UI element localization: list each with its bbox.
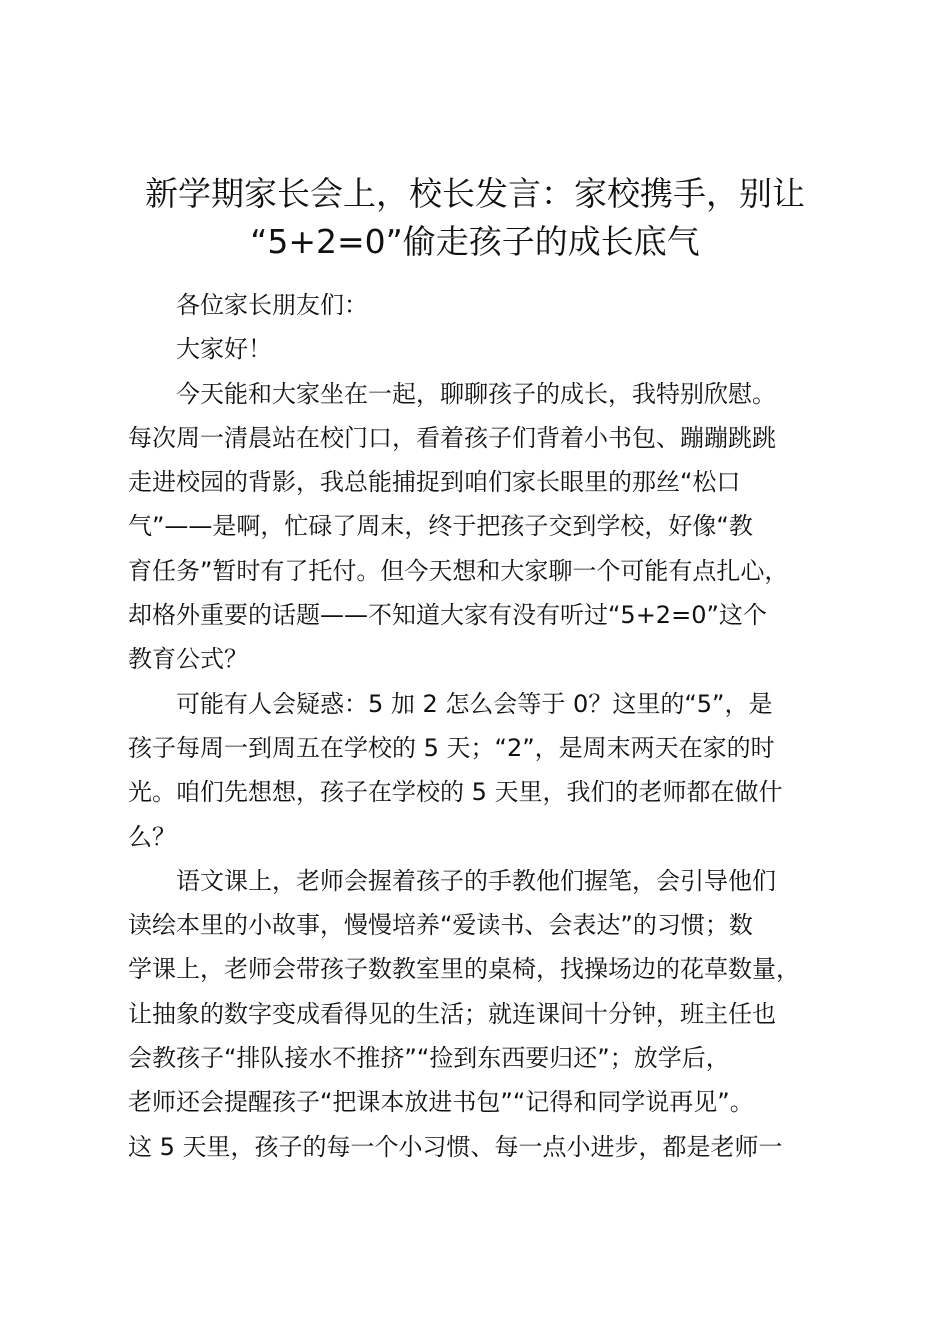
paragraph-3-line: 让抽象的数字变成看得见的生活；就连课间十分钟，班主任也 xyxy=(128,999,776,1028)
paragraph-3-line: 读绘本里的小故事，慢慢培养“爱读书、会表达”的习惯；数 xyxy=(128,911,753,940)
paragraph-1-line: 气”——是啊，忙碌了周末，终于把孩子交到学校，好像“教 xyxy=(128,512,753,541)
document-title xyxy=(110,170,840,266)
paragraph-1-line: 育任务”暂时有了托付。但今天想和大家聊一个可能有点扎心， xyxy=(128,556,789,585)
paragraph-3-line: 这 5 天里，孩子的每一个小习惯、每一点小进步，都是老师一 xyxy=(128,1132,783,1161)
paragraph-1-line: 每次周一清晨站在校门口，看着孩子们背着小书包、蹦蹦跳跳 xyxy=(128,423,776,452)
paragraph-3-line: 语文课上，老师会握着孩子的手教他们握笔，会引导他们 xyxy=(176,866,776,895)
document-body xyxy=(128,283,850,1169)
title-line-1: 新学期家长会上，校长发言：家校携手，别让 xyxy=(145,174,805,213)
paragraph-1-line: 却格外重要的话题——不知道大家有没有听过“5+2=0”这个 xyxy=(128,601,767,630)
title-line-2: “5+2=0”偷走孩子的成长底气 xyxy=(250,222,700,261)
paragraph-2-line: 么？ xyxy=(128,822,176,851)
paragraph-1-line: 走进校园的背影，我总能捕捉到咱们家长眼里的那丝“松口 xyxy=(128,468,741,497)
paragraph-1-line: 今天能和大家坐在一起，聊聊孩子的成长，我特别欣慰。 xyxy=(176,379,776,408)
paragraph-2-line: 孩子每周一到周五在学校的 5 天；“2”，是周末两天在家的时 xyxy=(128,733,775,762)
paragraph-1-line: 教育公式？ xyxy=(128,645,248,674)
paragraph-2-line: 光。咱们先想想，孩子在学校的 5 天里，我们的老师都在做什 xyxy=(128,778,783,807)
paragraph-3-line: 学课上，老师会带孩子数教室里的桌椅，找操场边的花草数量， xyxy=(128,955,800,984)
paragraph-3-line: 老师还会提醒孩子“把课本放进书包”“记得和同学说再见”。 xyxy=(128,1088,754,1117)
salutation: 各位家长朋友们： xyxy=(176,291,368,319)
paragraph-2-line: 可能有人会疑惑：5 加 2 怎么会等于 0？这里的“5”，是 xyxy=(176,689,773,718)
greeting: 大家好！ xyxy=(176,335,272,364)
paragraph-3-line: 会教孩子“排队接水不推挤”“捡到东西要归还”；放学后， xyxy=(128,1044,730,1073)
